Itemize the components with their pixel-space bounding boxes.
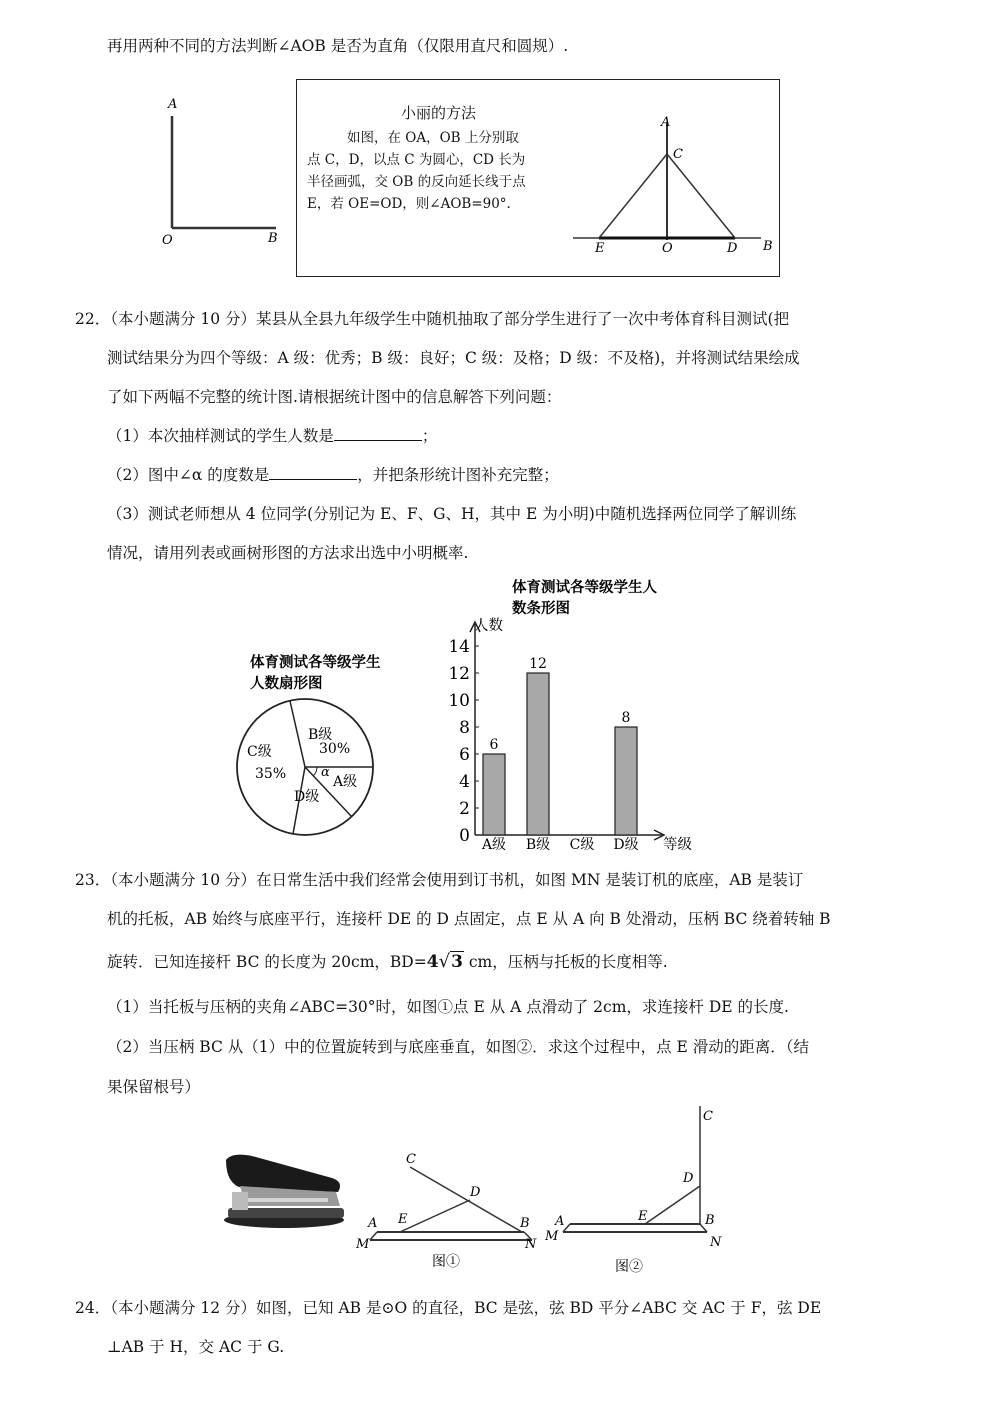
method-line-2: 点 C，D，以点 C 为圆心，CD 长为 — [307, 152, 526, 168]
handle-bc — [410, 1167, 522, 1232]
bar-xlabel: 等级 — [663, 837, 692, 853]
q22-sub-2 — [107, 463, 559, 485]
figure-2 — [545, 1100, 745, 1280]
fig2-label-m: M — [545, 1229, 559, 1244]
answer-blank-2 — [269, 465, 357, 480]
pie-label-a: A级 — [333, 774, 358, 790]
fig1-label-b: B — [520, 1216, 530, 1231]
x-category-label: D级 — [613, 837, 639, 853]
bar-chart — [440, 572, 710, 857]
pie-title-line-1: 体育测试各等级学生 — [250, 654, 381, 671]
fig1-label-c: C — [406, 1152, 416, 1167]
y-tick-label: 4 — [459, 772, 470, 792]
fig2-label-e: E — [638, 1209, 648, 1224]
q23-radicand: 3 — [451, 952, 463, 972]
y-tick-label: 0 — [459, 826, 470, 846]
q23-line-2: 机的托板，AB 始终与底座平行，连接杆 DE 的 D 点固定，点 E 从 A 向 B 处滑动，压柄 BC 绕着转轴 B — [107, 910, 831, 928]
angle-aob-figure — [150, 92, 290, 252]
y-tick-label: 14 — [448, 637, 470, 657]
y-tick-label: 2 — [459, 799, 470, 819]
label-b: B — [268, 231, 278, 246]
bar-value-label: 8 — [621, 710, 631, 726]
fig2-caption: 图② — [615, 1259, 643, 1275]
y-tick-label: 10 — [448, 691, 470, 711]
question-intro-line: 再用两种不同的方法判断∠AOB 是否为直角（仅限用直尺和圆规）. — [107, 37, 569, 55]
fig2-label-c: C — [703, 1109, 713, 1124]
q22-sub-2-text: （2）图中∠α 的度数是 — [107, 466, 270, 484]
q23-sub-2-line-1: （2）当压柄 BC 从（1）中的位置旋转到与底座垂直，如图②．求这个过程中，点 E 滑动的距离．（结 — [107, 1038, 810, 1056]
pie-percent-b: 30% — [319, 741, 351, 757]
x-category-label: B级 — [525, 837, 551, 853]
segment-cd — [667, 154, 735, 238]
label-e: E — [595, 241, 605, 256]
segment-ce — [599, 154, 667, 238]
fig2-label-d: D — [683, 1171, 694, 1186]
q23-line-3 — [107, 950, 668, 972]
fig1-caption: 图① — [432, 1254, 460, 1270]
q22-sub-2-end: ，并把条形统计图补充完整； — [357, 466, 559, 484]
method-title: 小丽的方法 — [401, 104, 477, 122]
q22-line-3: 了如下两幅不完整的统计图.请根据统计图中的信息解答下列问题： — [107, 388, 562, 406]
x-category-label: A级 — [481, 837, 507, 853]
q22-line-1: 22．（本小题满分 10 分）某县从全县九年级学生中随机抽取了部分学生进行了一次中考体育科目测试(把 — [75, 310, 790, 328]
bar-title-line-1: 体育测试各等级学生人 — [512, 579, 657, 596]
pie-percent-c: 35% — [255, 766, 287, 782]
rod-de — [400, 1200, 470, 1232]
answer-blank-1 — [334, 426, 422, 441]
label-o: O — [162, 233, 173, 248]
label-d: D — [727, 241, 738, 256]
label-b: B — [763, 239, 773, 254]
q22-sub-3-line-2: 情况，请用列表或画树形图的方法求出选中小明概率. — [107, 544, 469, 562]
q22-sub-1 — [107, 424, 437, 446]
label-a: A — [168, 97, 178, 112]
q23-sub-2-line-2: 果保留根号） — [107, 1078, 201, 1096]
label-c: C — [673, 147, 683, 162]
bar-ylabel: 人数 — [474, 618, 503, 634]
figure-1 — [352, 1145, 552, 1275]
stapler-image — [212, 1148, 352, 1234]
q24-line-1: 24．（本小题满分 12 分）如图，已知 AB 是⊙O 的直径，BC 是弦，弦 BD 平分∠ABC 交 AC 于 F，弦 DE — [75, 1299, 822, 1317]
method-figure — [567, 108, 777, 258]
fig1-label-m: M — [356, 1237, 370, 1252]
bar-1 — [483, 754, 505, 835]
bar-value-label: 12 — [529, 656, 547, 672]
fig2-label-a: A — [555, 1214, 565, 1229]
q23-line-3-text: 旋转．已知连接杆 BC 的长度为 20cm，BD= — [107, 953, 427, 971]
fig1-label-n: N — [525, 1237, 537, 1252]
fig1-label-e: E — [398, 1212, 408, 1227]
method-line-1: 如图，在 OA，OB 上分别取 — [347, 130, 519, 146]
fig1-label-a: A — [368, 1216, 378, 1231]
bar-title-line-2: 数条形图 — [512, 600, 570, 617]
y-tick-label: 12 — [448, 664, 470, 684]
label-a: A — [661, 115, 671, 130]
q22-sub-1-text: （1）本次抽样测试的学生人数是 — [107, 427, 334, 445]
bar-4 — [615, 727, 637, 835]
fig2-label-b: B — [705, 1213, 715, 1228]
x-category-label: C级 — [569, 837, 595, 853]
rod-de — [645, 1186, 700, 1224]
q22-sub-1-end: ； — [421, 427, 438, 445]
q23-radical-coef: 4 — [426, 952, 439, 972]
y-tick-label: 8 — [459, 718, 470, 738]
q24-line-2: ⊥AB 于 H，交 AC 于 G. — [107, 1338, 285, 1356]
y-tick-label: 6 — [459, 745, 470, 765]
q23-sub-1: （1）当托板与压柄的夹角∠ABC=30°时，如图①点 E 从 A 点滑动了 2cm，求连接杆 DE 的长度. — [107, 998, 789, 1016]
pie-chart — [230, 645, 430, 845]
q23-line-3-end: cm，压柄与托板的长度相等. — [463, 953, 668, 971]
pie-label-d: D级 — [294, 789, 320, 805]
q22-line-2: 测试结果分为四个等级：A 级：优秀；B 级：良好；C 级：及格；D 级：不及格)，并将测试结果绘成 — [107, 349, 800, 367]
q22-sub-3-line-1: （3）测试老师想从 4 位同学(分别记为 E、F、G、H，其中 E 为小明)中随机选择两位同学了解训练 — [107, 505, 797, 523]
pie-label-c: C级 — [247, 744, 272, 760]
fig1-label-d: D — [470, 1185, 481, 1200]
bar-2 — [527, 673, 549, 835]
method-line-3: 半径画弧，交 OB 的反向延长线于点 — [307, 174, 526, 190]
q23-line-1: 23．（本小题满分 10 分）在日常生活中我们经常会使用到订书机，如图 MN 是装订机的底座，AB 是装订 — [75, 871, 804, 889]
bar-value-label: 6 — [489, 737, 499, 753]
method-line-4: E，若 OE=OD，则∠AOB=90°. — [307, 196, 511, 212]
method-box — [296, 79, 780, 277]
fig2-label-n: N — [710, 1235, 722, 1250]
pie-title-line-2: 人数扇形图 — [250, 675, 323, 692]
pie-label-b: B级 — [308, 727, 333, 743]
label-o: O — [662, 241, 673, 256]
pie-angle-label: α — [321, 765, 330, 780]
radical-sign-icon: √ — [438, 951, 451, 972]
